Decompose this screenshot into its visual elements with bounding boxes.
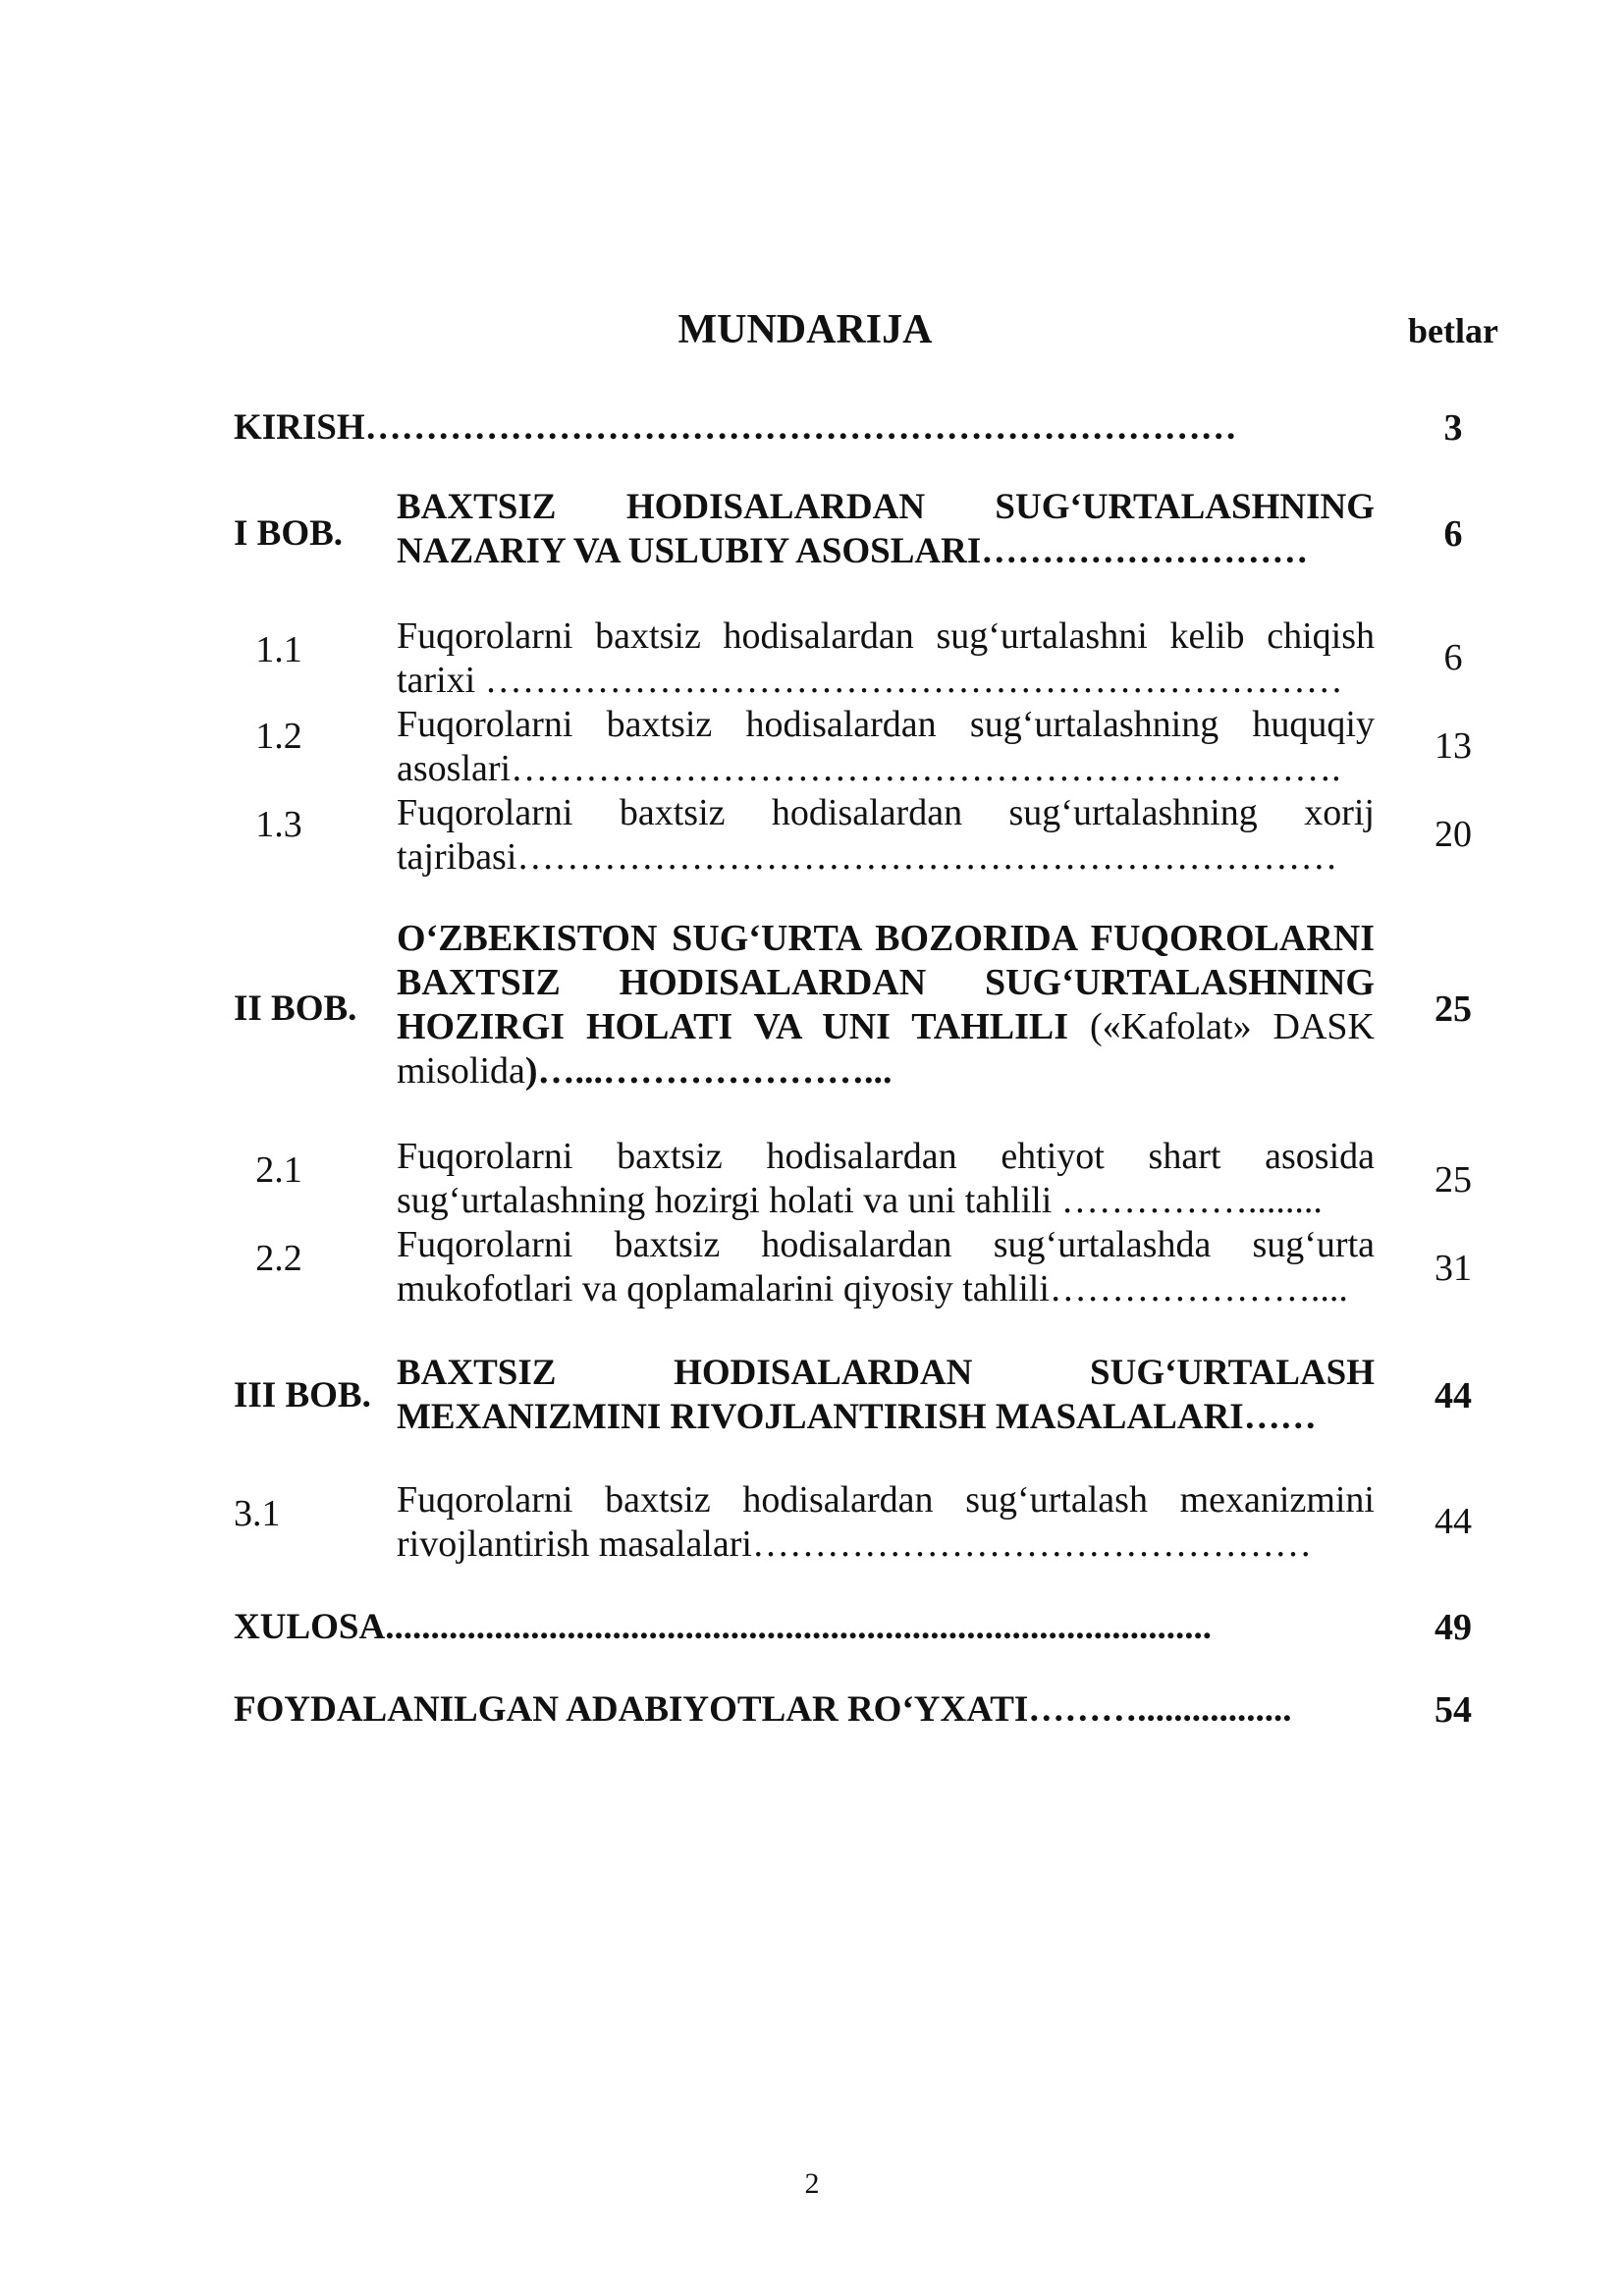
section-title-1-2: Fuqorolarni baxtsiz hodisalardan sug‘urtalashning huquqiy asoslari…………………………………………………………. xyxy=(397,704,1375,789)
chapter-title-2-example: («Kafolat» DASK misolida xyxy=(397,1006,1375,1092)
toc-page-references: 54 xyxy=(1435,1689,1472,1731)
chapter-title-2-bold: O‘ZBEKISTON SUG‘URTA BOZORIDA FUQOROLARNI BAXTSIZ HODISALARDAN SUG‘URTALASHNING HOZIRGI HOLATI VA UNI TAHLILI xyxy=(397,918,1375,1047)
chapter-label-2: II BOB. xyxy=(234,988,357,1029)
chapter-title-3: BAXTSIZ HODISALARDAN SUG‘URTALASH MEXANIZMINI RIVOJLANTIRISH MASALALARI…… xyxy=(397,1353,1375,1437)
toc-page-1-3: 20 xyxy=(1435,814,1472,855)
section-number-1-3: 1.3 xyxy=(255,804,302,845)
toc-page-1-2: 13 xyxy=(1435,725,1472,767)
section-number-2-2: 2.2 xyxy=(255,1238,302,1279)
section-number-2-1: 2.1 xyxy=(255,1149,302,1191)
toc-page-kirish: 3 xyxy=(1443,407,1463,449)
section-title-3-1: Fuqorolarni baxtsiz hodisalardan sug‘urtalash mexanizmini rivojlantirish masalalari……………………………………… xyxy=(397,1479,1375,1565)
toc-page-chapter-1: 6 xyxy=(1443,513,1463,555)
toc-entry-xulosa: XULOSA........................................................................................... xyxy=(234,1607,1212,1647)
section-title-2-1: Fuqorolarni baxtsiz hodisalardan ehtiyot shart asosida sug‘urtalashning hozirgi holati va uni tahlili ……………........ xyxy=(397,1136,1375,1221)
toc-page-2-1: 25 xyxy=(1435,1159,1472,1201)
section-title-1-3: Fuqorolarni baxtsiz hodisalardan sug‘urtalashning xorij tajribasi………………………………………………………… xyxy=(397,792,1375,878)
toc-page-1-1: 6 xyxy=(1443,637,1463,678)
pages-column-header: betlar xyxy=(1408,311,1498,350)
toc-entry-kirish: KIRISH……………………………………………………………… xyxy=(234,407,1237,448)
toc-page-xulosa: 49 xyxy=(1435,1607,1472,1648)
chapter-label-3: III BOB. xyxy=(234,1375,371,1415)
toc-page-3-1: 44 xyxy=(1435,1501,1472,1542)
page-number: 2 xyxy=(804,2167,820,2200)
section-title-2-2: Fuqorolarni baxtsiz hodisalardan sug‘urtalashda sug‘urta mukofotlari va qoplamalarini qiyosiy tahlili………………….... xyxy=(397,1224,1375,1309)
section-title-1-1: Fuqorolarni baxtsiz hodisalardan sug‘urtalashni kelib chiqish tarixi …………………………………………………………… xyxy=(397,615,1375,701)
section-number-3-1: 3.1 xyxy=(234,1493,281,1534)
toc-title: MUNDARIJA xyxy=(677,307,933,352)
chapter-label-1: I BOB. xyxy=(234,513,344,554)
chapter-title-2-leader: )…...…………………... xyxy=(524,1050,893,1092)
toc-page-2-2: 31 xyxy=(1435,1248,1472,1289)
toc-page-chapter-3: 44 xyxy=(1435,1375,1472,1416)
section-number-1-2: 1.2 xyxy=(255,716,302,757)
chapter-title-2 xyxy=(397,917,1375,1094)
toc-entry-references: FOYDALANILGAN ADABIYOTLAR RO‘YXATI………................. xyxy=(234,1689,1292,1730)
section-number-1-1: 1.1 xyxy=(255,629,302,670)
toc-page-chapter-2: 25 xyxy=(1435,988,1472,1030)
chapter-title-1: BAXTSIZ HODISALARDAN SUG‘URTALASHNING NAZARIY VA USLUBIY ASOSLARI……………………… xyxy=(397,487,1375,571)
